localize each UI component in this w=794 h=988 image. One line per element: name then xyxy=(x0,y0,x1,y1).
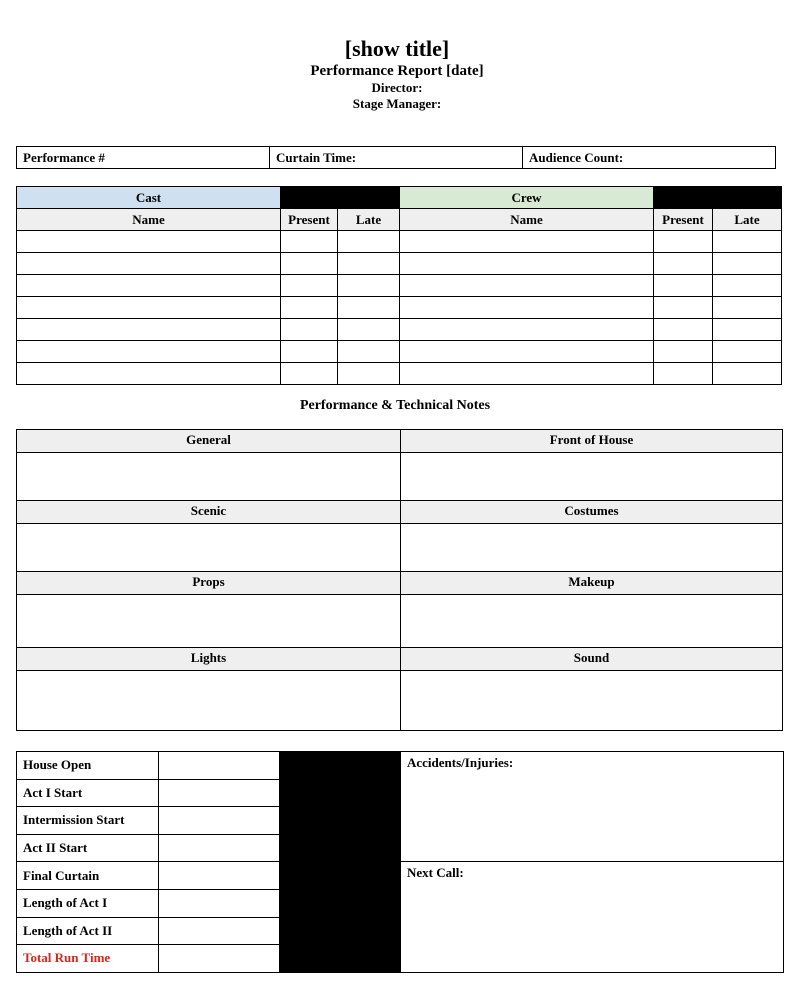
cast-name-cell[interactable] xyxy=(17,319,281,341)
act2-start-label: Act II Start xyxy=(17,834,159,862)
crew-name-cell[interactable] xyxy=(400,363,654,385)
accidents-injuries-field[interactable]: Accidents/Injuries: xyxy=(401,752,784,862)
cast-late-cell[interactable] xyxy=(338,341,400,363)
cast-present-cell[interactable] xyxy=(281,253,338,275)
table-row xyxy=(17,363,782,385)
cast-header: Cast xyxy=(17,187,281,209)
cast-blackout xyxy=(281,187,400,209)
curtain-time-field[interactable]: Curtain Time: xyxy=(270,147,523,169)
times-blackout xyxy=(280,752,401,973)
performance-info-table xyxy=(16,146,776,169)
scenic-header: Scenic xyxy=(17,501,401,524)
show-title: [show title] xyxy=(344,36,450,61)
cast-name-cell[interactable] xyxy=(17,341,281,363)
act2-start-value[interactable] xyxy=(159,834,280,862)
next-call-field[interactable]: Next Call: xyxy=(401,862,784,972)
notes-table xyxy=(16,429,783,731)
crew-present-cell[interactable] xyxy=(654,341,713,363)
total-run-time-value[interactable] xyxy=(159,945,280,973)
costumes-header: Costumes xyxy=(401,501,783,524)
director-label: Director: xyxy=(371,80,423,95)
crew-blackout xyxy=(654,187,782,209)
cast-present-col: Present xyxy=(281,209,338,231)
cast-name-cell[interactable] xyxy=(17,363,281,385)
sound-notes-cell[interactable] xyxy=(401,671,783,731)
crew-header: Crew xyxy=(400,187,654,209)
length-act2-label: Length of Act II xyxy=(17,917,159,945)
crew-name-cell[interactable] xyxy=(400,297,654,319)
cast-late-cell[interactable] xyxy=(338,275,400,297)
house-open-label: House Open xyxy=(17,752,159,780)
table-row xyxy=(17,231,782,253)
crew-name-cell[interactable] xyxy=(400,319,654,341)
sound-header: Sound xyxy=(401,648,783,671)
lights-notes-cell[interactable] xyxy=(17,671,401,731)
cast-late-cell[interactable] xyxy=(338,253,400,275)
cast-name-cell[interactable] xyxy=(17,253,281,275)
cast-name-cell[interactable] xyxy=(17,297,281,319)
crew-present-cell[interactable] xyxy=(654,363,713,385)
crew-late-cell[interactable] xyxy=(713,341,782,363)
crew-late-cell[interactable] xyxy=(713,231,782,253)
front-of-house-notes-cell[interactable] xyxy=(401,453,783,501)
cast-present-cell[interactable] xyxy=(281,297,338,319)
costumes-notes-cell[interactable] xyxy=(401,524,783,572)
crew-late-cell[interactable] xyxy=(713,297,782,319)
props-header: Props xyxy=(17,572,401,595)
cast-late-cell[interactable] xyxy=(338,363,400,385)
crew-name-cell[interactable] xyxy=(400,231,654,253)
cast-present-cell[interactable] xyxy=(281,363,338,385)
cast-name-col: Name xyxy=(17,209,281,231)
crew-present-col: Present xyxy=(654,209,713,231)
cast-present-cell[interactable] xyxy=(281,319,338,341)
crew-present-cell[interactable] xyxy=(654,253,713,275)
table-row xyxy=(17,275,782,297)
crew-present-cell[interactable] xyxy=(654,275,713,297)
general-notes-cell[interactable] xyxy=(17,453,401,501)
table-row xyxy=(17,253,782,275)
cast-late-col: Late xyxy=(338,209,400,231)
makeup-header: Makeup xyxy=(401,572,783,595)
crew-present-cell[interactable] xyxy=(654,231,713,253)
scenic-notes-cell[interactable] xyxy=(17,524,401,572)
notes-section-title: Performance & Technical Notes xyxy=(299,398,491,413)
cast-name-cell[interactable] xyxy=(17,231,281,253)
total-run-time-label: Total Run Time xyxy=(17,945,159,973)
intermission-start-label: Intermission Start xyxy=(17,807,159,835)
table-row xyxy=(17,341,782,363)
run-times-table xyxy=(16,751,784,973)
stage-manager-label: Stage Manager: xyxy=(352,96,442,111)
intermission-start-value[interactable] xyxy=(159,807,280,835)
length-act1-label: Length of Act I xyxy=(17,889,159,917)
cast-name-cell[interactable] xyxy=(17,275,281,297)
crew-late-cell[interactable] xyxy=(713,363,782,385)
crew-present-cell[interactable] xyxy=(654,297,713,319)
cast-late-cell[interactable] xyxy=(338,231,400,253)
crew-present-cell[interactable] xyxy=(654,319,713,341)
act1-start-value[interactable] xyxy=(159,779,280,807)
final-curtain-value[interactable] xyxy=(159,862,280,890)
front-of-house-header: Front of House xyxy=(401,430,783,453)
length-act2-value[interactable] xyxy=(159,917,280,945)
props-notes-cell[interactable] xyxy=(17,595,401,648)
crew-name-col: Name xyxy=(400,209,654,231)
length-act1-value[interactable] xyxy=(159,889,280,917)
crew-name-cell[interactable] xyxy=(400,275,654,297)
makeup-notes-cell[interactable] xyxy=(401,595,783,648)
crew-late-col: Late xyxy=(713,209,782,231)
crew-late-cell[interactable] xyxy=(713,319,782,341)
table-row xyxy=(17,297,782,319)
cast-late-cell[interactable] xyxy=(338,297,400,319)
crew-name-cell[interactable] xyxy=(400,341,654,363)
cast-present-cell[interactable] xyxy=(281,275,338,297)
general-header: General xyxy=(17,430,401,453)
house-open-value[interactable] xyxy=(159,752,280,780)
attendance-table xyxy=(16,186,782,385)
table-row xyxy=(17,319,782,341)
lights-header: Lights xyxy=(17,648,401,671)
final-curtain-label: Final Curtain xyxy=(17,862,159,890)
crew-late-cell[interactable] xyxy=(713,275,782,297)
report-subtitle: Performance Report [date] xyxy=(310,63,484,79)
performance-number-field[interactable]: Performance # xyxy=(17,147,270,169)
act1-start-label: Act I Start xyxy=(17,779,159,807)
audience-count-field[interactable]: Audience Count: xyxy=(523,147,776,169)
cast-late-cell[interactable] xyxy=(338,319,400,341)
crew-name-cell[interactable] xyxy=(400,253,654,275)
crew-late-cell[interactable] xyxy=(713,253,782,275)
cast-present-cell[interactable] xyxy=(281,341,338,363)
cast-present-cell[interactable] xyxy=(281,231,338,253)
